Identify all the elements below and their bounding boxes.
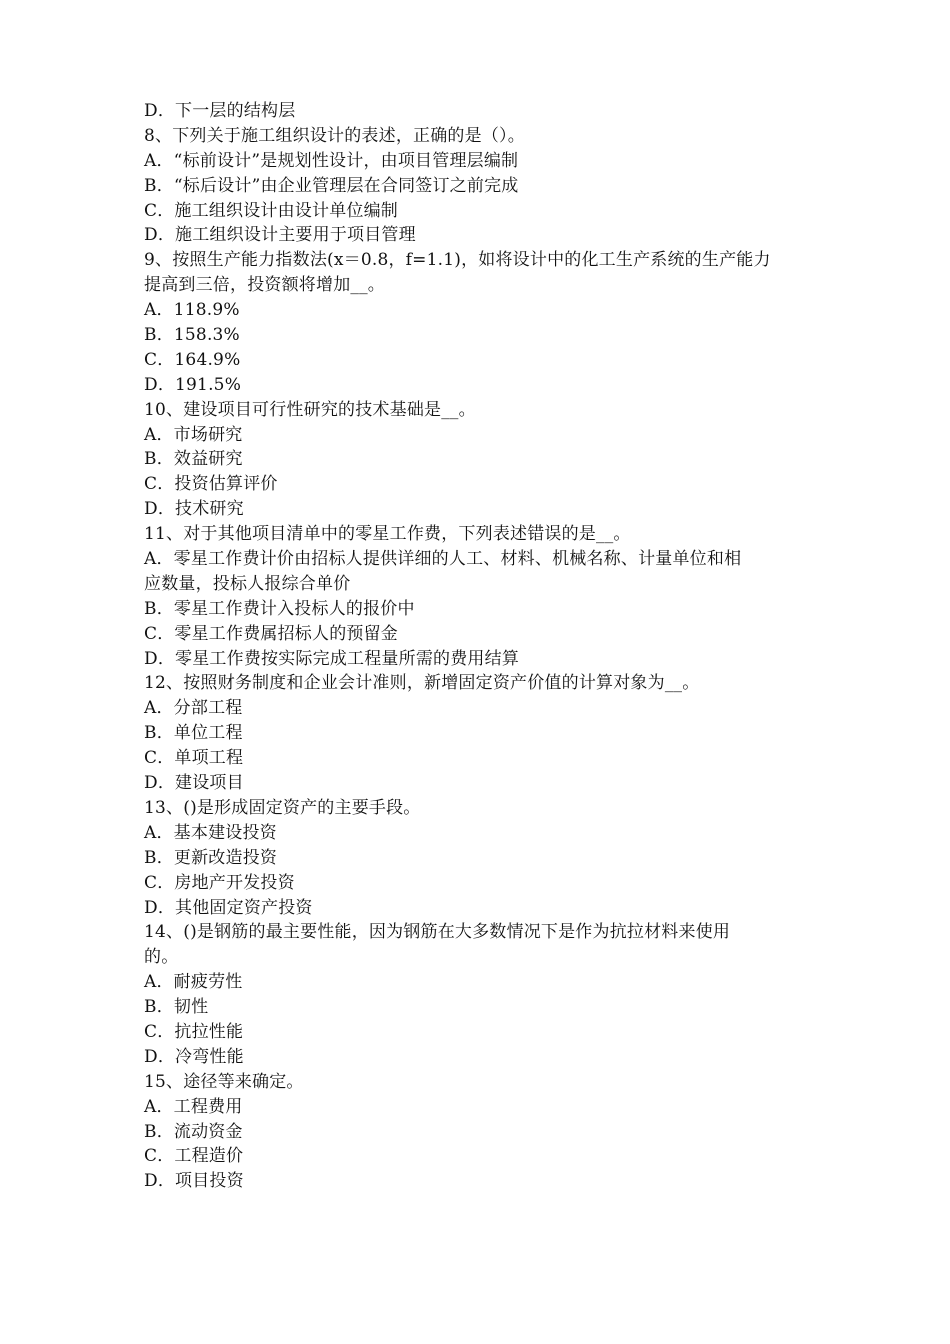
- question-text-line: 15、途径等来确定。: [144, 1071, 304, 1092]
- answer-option-line: D．191.5%: [144, 374, 242, 395]
- question-text-line: 的。: [144, 947, 179, 968]
- answer-option-line: D．项目投资: [144, 1171, 244, 1192]
- question-text-line: 12、按照财务制度和企业会计准则，新增固定资产价值的计算对象为__。: [144, 673, 700, 694]
- answer-option-line: 应数量，投标人报综合单价: [144, 573, 351, 594]
- answer-option-line: C．投资估算评价: [144, 474, 278, 495]
- answer-option-line: A．市场研究: [144, 424, 243, 445]
- answer-option-line: D．其他固定资产投资: [144, 897, 313, 918]
- answer-option-line: D．建设项目: [144, 773, 244, 794]
- answer-option-line: B．“标后设计”由企业管理层在合同签订之前完成: [144, 175, 519, 196]
- answer-option-line: D．冷弯性能: [144, 1046, 244, 1067]
- answer-option-line: D．零星工作费按实际完成工程量所需的费用结算: [144, 648, 520, 669]
- answer-option-line: C．单项工程: [144, 748, 244, 769]
- answer-option-line: A．耐疲劳性: [144, 972, 243, 993]
- answer-option-line: B．韧性: [144, 997, 209, 1018]
- answer-option-line: C．164.9%: [144, 349, 241, 370]
- answer-option-line: B．效益研究: [144, 449, 243, 470]
- answer-option-line: B．零星工作费计入投标人的报价中: [144, 598, 415, 619]
- answer-option-line: B．更新改造投资: [144, 847, 278, 868]
- answer-option-line: A．118.9%: [144, 300, 240, 321]
- answer-option-line: C．工程造价: [144, 1146, 244, 1167]
- answer-option-line: D．施工组织设计主要用于项目管理: [144, 225, 416, 246]
- question-text-line: 14、()是钢筋的最主要性能，因为钢筋在大多数情况下是作为抗拉材料来使用: [144, 922, 731, 943]
- answer-option-line: A．分部工程: [144, 698, 243, 719]
- answer-option-line: A．工程费用: [144, 1096, 243, 1117]
- question-text-line: 9、按照生产能力指数法(x＝0.8，f=1.1)，如将设计中的化工生产系统的生产能力: [144, 250, 771, 271]
- question-text-line: 10、建设项目可行性研究的技术基础是__。: [144, 399, 476, 420]
- answer-option-line: D．下一层的结构层: [144, 101, 296, 121]
- answer-option-line: C．施工组织设计由设计单位编制: [144, 200, 399, 221]
- document-page: [144, 99, 824, 1194]
- question-text-line: 13、()是形成固定资产的主要手段。: [144, 797, 421, 818]
- question-text-line: 8、下列关于施工组织设计的表述，正确的是（）。: [144, 125, 525, 146]
- answer-option-line: C．房地产开发投资: [144, 872, 295, 893]
- question-text-line: 11、对于其他项目清单中的零星工作费，下列表述错误的是__。: [144, 524, 631, 545]
- answer-option-line: A．零星工作费计价由招标人提供详细的人工、材料、机械名称、计量单位和相: [144, 549, 742, 570]
- answer-option-line: C．零星工作费属招标人的预留金: [144, 623, 399, 644]
- answer-option-line: B．单位工程: [144, 723, 243, 744]
- answer-option-line: B．流动资金: [144, 1121, 243, 1142]
- answer-option-line: C．抗拉性能: [144, 1021, 244, 1042]
- answer-option-line: A．“标前设计”是规划性设计，由项目管理层编制: [144, 150, 519, 171]
- question-text-line: 提高到三倍，投资额将增加__。: [144, 275, 385, 296]
- answer-option-line: A．基本建设投资: [144, 822, 277, 843]
- answer-option-line: B．158.3%: [144, 325, 240, 346]
- answer-option-line: D．技术研究: [144, 499, 244, 520]
